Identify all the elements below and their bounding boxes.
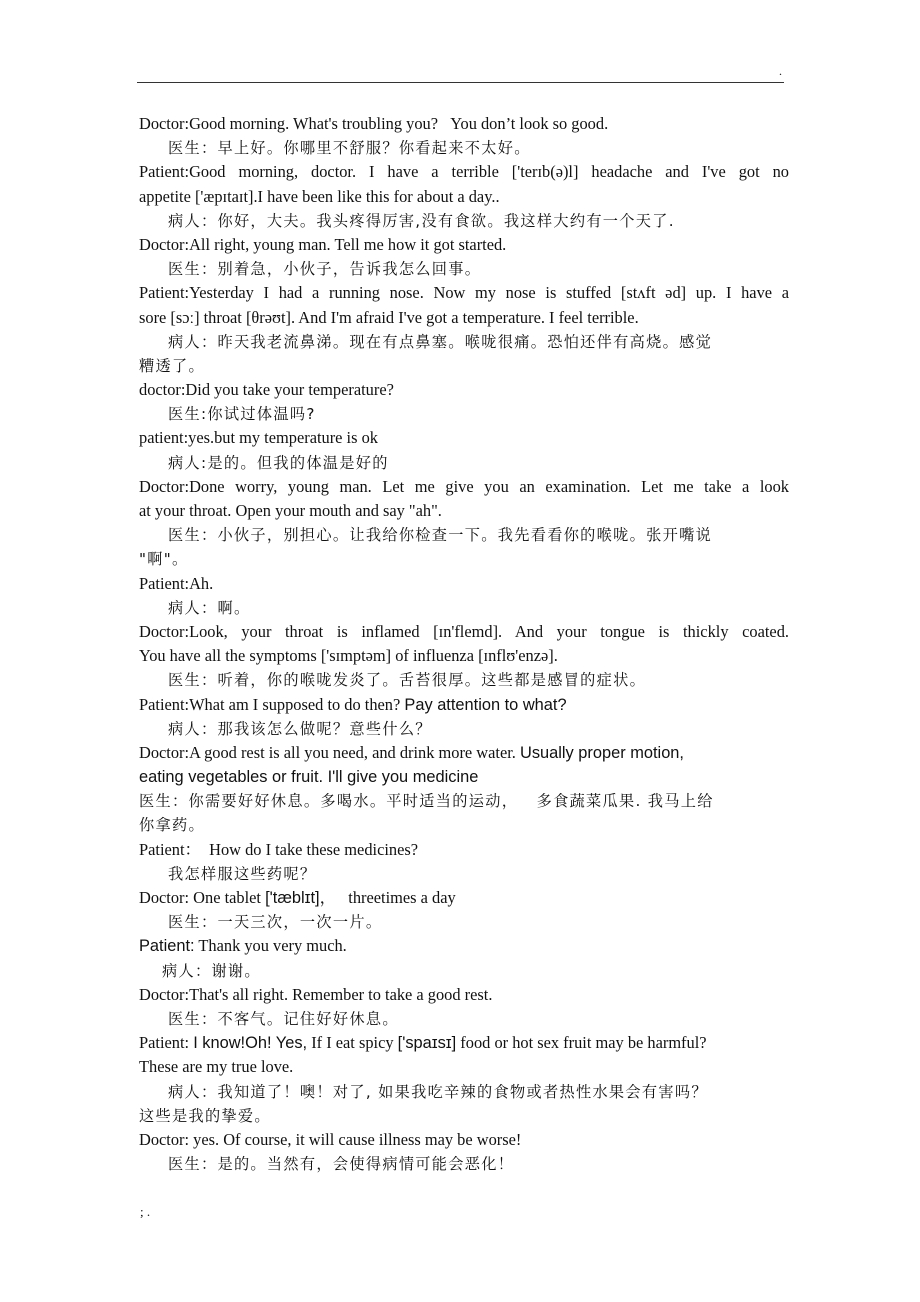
patient-line [139, 693, 789, 717]
patient-line-sans: Pay attention to what? [404, 695, 567, 714]
doctor-line: doctor:Did you take your temperature? [139, 380, 394, 400]
doctor-line: Doctor:All right, young man. Tell me how it got started. [139, 234, 507, 254]
doctor-translation: 医生：一天三次，一次一片。 [168, 913, 383, 932]
doctor-line: at your throat. Open your mouth and say "ah". [139, 501, 442, 520]
patient-line: sore [sɔː] throat [θrəʊt]. And I'm afraid I've got a temperature. I feel terrible. [139, 307, 639, 327]
phonetic-text: ['spaɪsɪ] [397, 1034, 457, 1053]
doctor-line: eating vegetables or fruit. I'll give you medicine [139, 768, 479, 787]
doctor-line-text: Doctor:A good rest is all you need, and drink more water. [139, 742, 520, 762]
doctor-line: Doctor:Look, your throat is inflamed [ɪn'flemd]. And your tongue is thickly coated. [139, 621, 789, 641]
header-rule [137, 82, 784, 83]
doctor-line: You have all the symptoms ['sɪmptəm] of influenza [ɪnflʊ'enzə]. [139, 646, 558, 666]
doctor-line-text: Doctor: One tablet [139, 888, 266, 907]
patient-line: patient:yes.but my temperature is ok [139, 428, 378, 448]
doctor-translation: 医生：是的。当然有，会使得病情可能会恶化！ [168, 1155, 515, 1174]
patient-line: appetite ['æpɪtaɪt].I have been like this for about a day.. [139, 186, 500, 206]
patient-line: Patient:Ah. [139, 573, 214, 593]
patient-translation: 病人:是的。但我的体温是好的 [168, 453, 389, 472]
doctor-translation: "啊"。 [139, 550, 189, 569]
doctor-line: Doctor:That's all right. Remember to take a good rest. [139, 984, 493, 1004]
patient-translation: 病人：昨天我老流鼻涕。现在有点鼻塞。喉咙很痛。恐怕还伴有高烧。感觉 [168, 332, 713, 351]
patient-translation: 病人：我知道了！噢！对了, 如果我吃辛辣的食物或者热性水果会有害吗？ [168, 1082, 708, 1101]
patient-line-sans: I know!Oh! Yes, [193, 1034, 308, 1053]
doctor-line: Doctor: yes. Of course, it will cause illness may be worse! [139, 1129, 522, 1149]
doctor-line: Doctor:Done worry, young man. Let me give you an examination. Let me take a look [139, 476, 789, 496]
patient-line: Patient： How do I take these medicines? [139, 839, 419, 859]
doctor-translation: 医生：你需要好好休息。多喝水。平时适当的运动， 多食蔬菜瓜果. 我马上给 [139, 792, 714, 811]
doctor-translation: 医生：不客气。记住好好休息。 [168, 1009, 399, 1028]
patient-translation: 糟透了。 [139, 356, 205, 375]
doctor-translation: 医生:你试过体温吗? [168, 405, 316, 424]
doctor-line [139, 741, 789, 765]
speaker-label: Patient: [139, 1033, 194, 1053]
patient-line-text: Patient:What am I supposed to do then? [139, 694, 405, 714]
patient-line: Patient:Yesterday I had a running nose. Now my nose is stuffed [stʌft əd] up. I have a [139, 283, 789, 303]
footer-mark: ; . [140, 1204, 151, 1219]
doctor-translation: 医生：早上好。你哪里不舒服？你看起来不太好。 [168, 139, 531, 158]
patient-translation: 病人：啊。 [168, 598, 251, 617]
patient-line [139, 934, 789, 958]
patient-line-text: Thank you very much. [194, 936, 347, 956]
doctor-translation: 医生：别着急，小伙子，告诉我怎么回事。 [168, 260, 482, 279]
phonetic-text: ['tæblɪt] [265, 889, 320, 907]
doctor-translation: 你拿药。 [139, 816, 205, 835]
patient-line [139, 1031, 789, 1055]
patient-translation: 病人：那我该怎么做呢？意些什么？ [168, 719, 432, 738]
patient-line: These are my true love. [139, 1057, 294, 1077]
patient-line: Patient:Good morning, doctor. I have a terrible ['terɪb(ə)l] headache and I've got no [139, 162, 789, 182]
patient-translation: 病人：谢谢。 [162, 961, 261, 980]
doctor-line-sans: Usually proper motion, [520, 743, 684, 762]
patient-translation: 我怎样服这些药呢？ [168, 864, 317, 883]
speaker-label: Patient: [139, 937, 195, 956]
patient-line-text: food or hot sex fruit may be harmful? [456, 1033, 707, 1053]
patient-line-text: If I eat spicy [307, 1033, 398, 1053]
patient-translation: 这些是我的挚爱。 [139, 1106, 271, 1125]
doctor-line: Doctor:Good morning. What's troubling you? You don’t look so good. [139, 114, 609, 133]
doctor-line [139, 886, 789, 910]
header-mark: . [779, 64, 782, 78]
dialogue-body [139, 112, 789, 1176]
doctor-line-text: ， threetimes a day [319, 888, 456, 907]
doctor-translation: 医生：小伙子，别担心。让我给你检查一下。我先看看你的喉咙。张开嘴说 [168, 526, 713, 545]
doctor-translation: 医生：听着，你的喉咙发炎了。舌苔很厚。这些都是感冒的症状。 [168, 671, 647, 690]
patient-translation: 病人：你好，大夫。我头疼得厉害,没有食欲。我这样大约有一个天了. [168, 211, 675, 230]
